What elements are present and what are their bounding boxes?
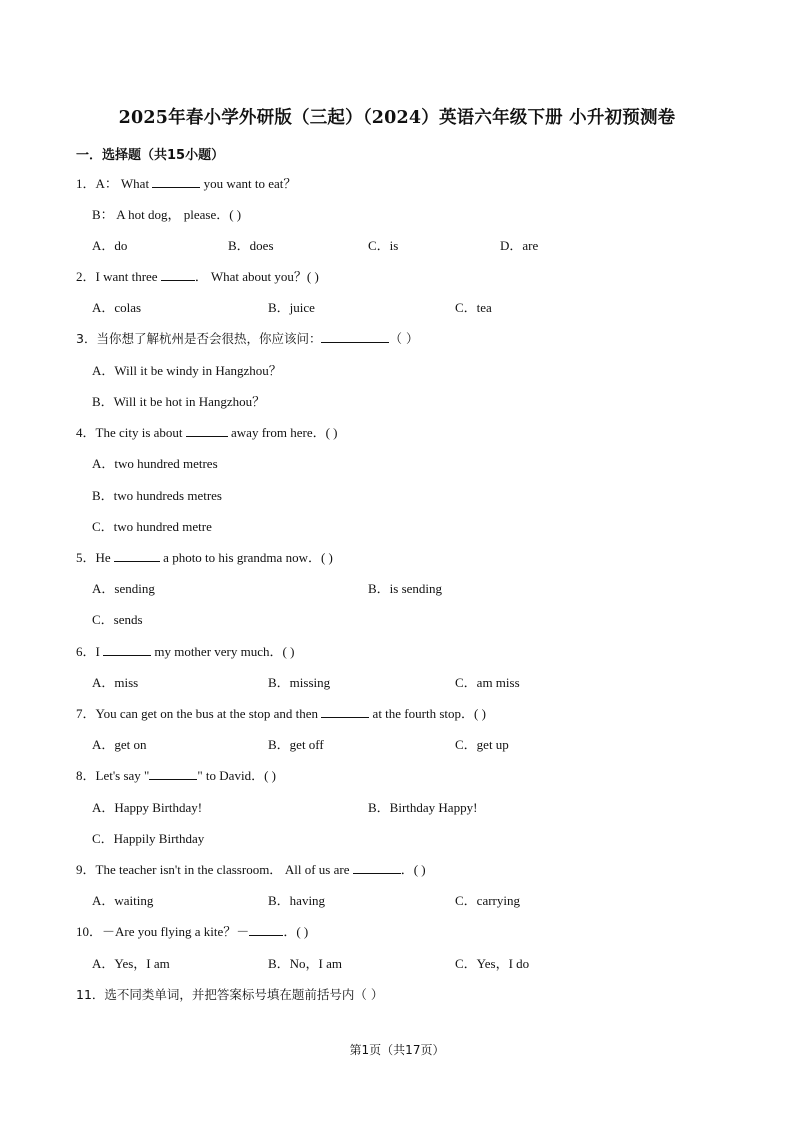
- answer-blank: [103, 643, 151, 656]
- question-9: 9．The teacher isn't in the classroom． All of us are ．( ): [76, 862, 426, 877]
- question-6: 6．I my mother very much．( ): [76, 644, 295, 659]
- answer-blank: [161, 268, 195, 281]
- page-title: 2025年春小学外研版（三起）（2024）英语六年级下册 小升初预测卷: [118, 108, 676, 128]
- answer-blank: [353, 861, 401, 874]
- answer-blank: [249, 923, 283, 936]
- question-5: 5．He a photo to his grandma now．( ): [76, 550, 333, 565]
- question-2: 2．I want three ． What about you？( ): [76, 269, 319, 284]
- answer-blank: [149, 767, 197, 780]
- option-c: C．get up: [455, 737, 509, 752]
- answer-blank: [114, 549, 160, 562]
- option-b: B．juice: [268, 300, 315, 315]
- question-3: 3．当你想了解杭州是否会很热，你应该问： （ ）: [76, 331, 419, 346]
- answer-blank: [321, 330, 389, 343]
- option-b: B．No，I am: [268, 956, 343, 971]
- option-c: C．is: [368, 238, 399, 253]
- option-a: A．get on: [92, 737, 147, 752]
- option-b: B．get off: [268, 737, 324, 752]
- question-11: 11．选不同类单词，并把答案标号填在题前括号内（ ）: [76, 987, 384, 1002]
- option-a: A．Yes，I am: [92, 956, 170, 971]
- option-c: C．Yes，I do: [455, 956, 530, 971]
- option-b: B．having: [268, 893, 326, 908]
- option-a: A．miss: [92, 675, 139, 690]
- question-1: 1．A： What you want to eat？: [76, 176, 297, 191]
- option-a: A．Will it be windy in Hangzhou？: [92, 363, 282, 378]
- option-b: B．two hundreds metres: [92, 488, 222, 503]
- option-c: C．carrying: [455, 893, 520, 908]
- answer-blank: [152, 175, 200, 188]
- option-a: A．colas: [92, 300, 142, 315]
- question-1-b: B： A hot dog， please．( ): [92, 207, 242, 222]
- option-a: A．do: [92, 238, 128, 253]
- section-heading: 一．选择题（共15小题）: [76, 148, 225, 163]
- question-8: 8．Let's say " " to David．( ): [76, 768, 276, 783]
- option-c: C．two hundred metre: [92, 519, 212, 534]
- option-a: A．waiting: [92, 893, 154, 908]
- question-10: 10．－Are you flying a kite？－ ．( ): [76, 924, 309, 939]
- answer-blank: [321, 705, 369, 718]
- option-b: B．is sending: [368, 581, 443, 596]
- option-b: B．Will it be hot in Hangzhou？: [92, 394, 266, 409]
- option-a: A．Happy Birthday!: [92, 800, 203, 815]
- question-4: 4．The city is about away from here．( ): [76, 425, 338, 440]
- option-c: C．Happily Birthday: [92, 831, 205, 846]
- option-c: C．tea: [455, 300, 492, 315]
- option-b: B．does: [228, 238, 274, 253]
- option-c: C．am miss: [455, 675, 520, 690]
- option-b: B．Birthday Happy!: [368, 800, 478, 815]
- option-c: C．sends: [92, 612, 143, 627]
- option-a: A．two hundred metres: [92, 456, 218, 471]
- option-a: A．sending: [92, 581, 155, 596]
- question-7: 7．You can get on the bus at the stop and then at the fourth stop．( ): [76, 706, 486, 721]
- page-footer: 第1页（共17页）: [349, 1043, 445, 1057]
- answer-blank: [186, 424, 228, 437]
- option-d: D．are: [500, 238, 539, 253]
- option-b: B．missing: [268, 675, 331, 690]
